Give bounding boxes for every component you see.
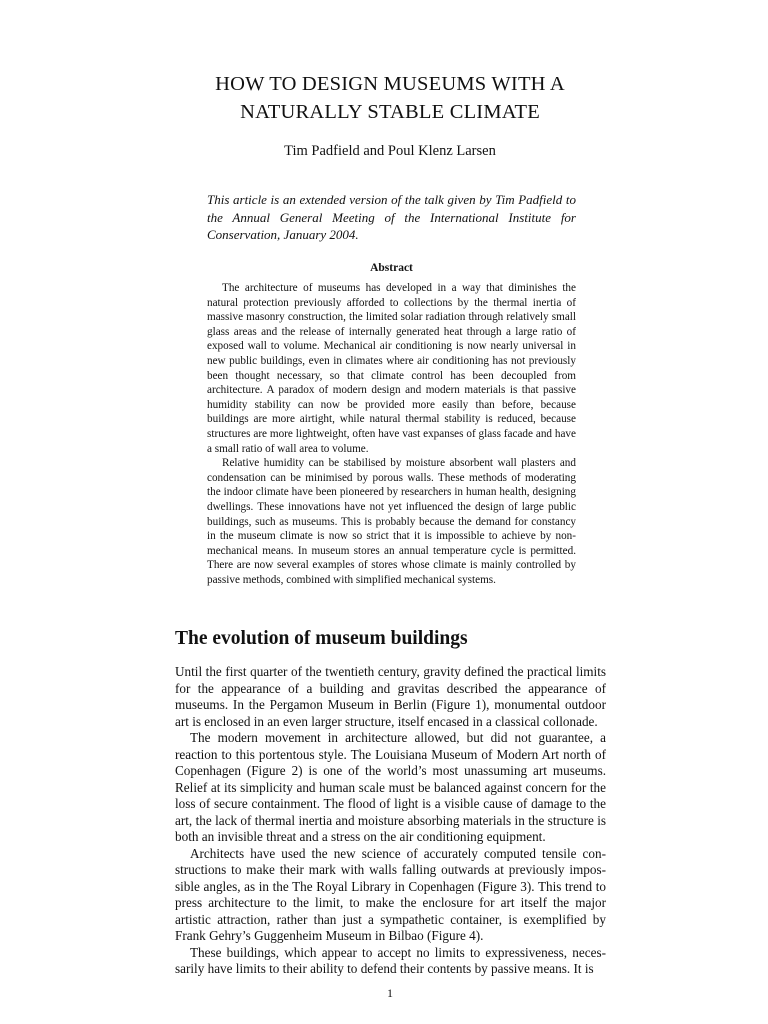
document-title <box>175 70 605 126</box>
abstract-heading: Abstract <box>370 262 413 274</box>
abstract-paragraph: The architecture of museums has developed in a way that diminishes the natural protection previously afforded to collections by the thermal inertia of massive masonry construction, the limited solar radiation through relatively small glass areas and the release of internally generated heat through a large ratio of exposed wall to volume. Mechanical air conditioning is now nearly universal in new public buildings, even in climates where air conditioning has not previously been thought necessary, so that climate control has been decoupled from architecture. A paradox of modern design and modern materials is that passive humidity stability can now be provided more easily than before, because buildings are more airtight, while natural thermal stability is reduced, because structures are more lightweight, often have vast expanses of glass facade and have a small ratio of wall area to volume. <box>207 282 576 455</box>
article-note: This article is an extended version of the talk given by Tim Padfield to the Annual General Meeting of the International Institute for Conservation, January 2004. <box>207 192 576 242</box>
body-paragraph: The modern movement in architecture allowed, but did not guarantee, a reaction to this portentous style. The Louisiana Museum of Modern Art north of Copenhagen (Figure 2) is one of the world’s most unassuming art museums. Relief at its simplicity and human scale must be balanced against concern for the loss of secure containment. The flood of light is a visible cause of damage to the art, the lack of thermal inertia and moisture absorbing materials in the structure is both an invisible threat and a stress on the air conditioning equipment. <box>175 730 606 844</box>
title-line-2: NATURALLY STABLE CLIMATE <box>240 101 540 123</box>
body-paragraph: Architects have used the new science of accurately computed tensile constructions to make their mark with walls falling outwards at previously impossible angles, as in the The Royal Library in Copenhagen (Figure 3). This trend to press architecture to the limit, to make the enclosure for art itself the major artistic attraction, rather than just a sympathetic container, is exemplified by Frank Gehry’s Guggenheim Museum in Bilbao (Figure 4). <box>175 845 606 943</box>
body-paragraph: These buildings, which appear to accept no limits to expressiveness, necessarily have limits to their ability to defend their contents by passive means. It is <box>175 944 606 976</box>
section-heading: The evolution of museum buildings <box>175 628 468 649</box>
abstract <box>207 281 576 587</box>
abstract-paragraph: Relative humidity can be stabilised by moisture absorbent wall plasters and condensation can be minimised by porous walls. These methods of moderating the indoor climate have been pioneered by researchers in human health, designing dwellings. These innovations have not yet influenced the design of large public buildings, such as museums. This is probably because the demand for constancy in the museum climate is now so strict that it is impossible to achieve by non-mechanical means. In museum stores an annual temperature cycle is permitted. There are now several examples of stores whose climate is mainly controlled by passive methods, combined with simplified mechanical systems. <box>207 457 576 586</box>
page-number: 1 <box>387 986 393 1000</box>
body-paragraph: Until the first quarter of the twentieth century, gravity defined the practical limits for the appearance of a building and gravitas described the appearance of museums. In the Pergamon Museum in Berlin (Figure 1), monumental outdoor art is enclosed in an even larger structure, itself encased in a classical collonade. <box>175 664 606 729</box>
authors: Tim Padfield and Poul Klenz Larsen <box>284 143 496 159</box>
body-text <box>175 664 606 978</box>
title-line-1: HOW TO DESIGN MUSEUMS WITH A <box>215 73 565 95</box>
